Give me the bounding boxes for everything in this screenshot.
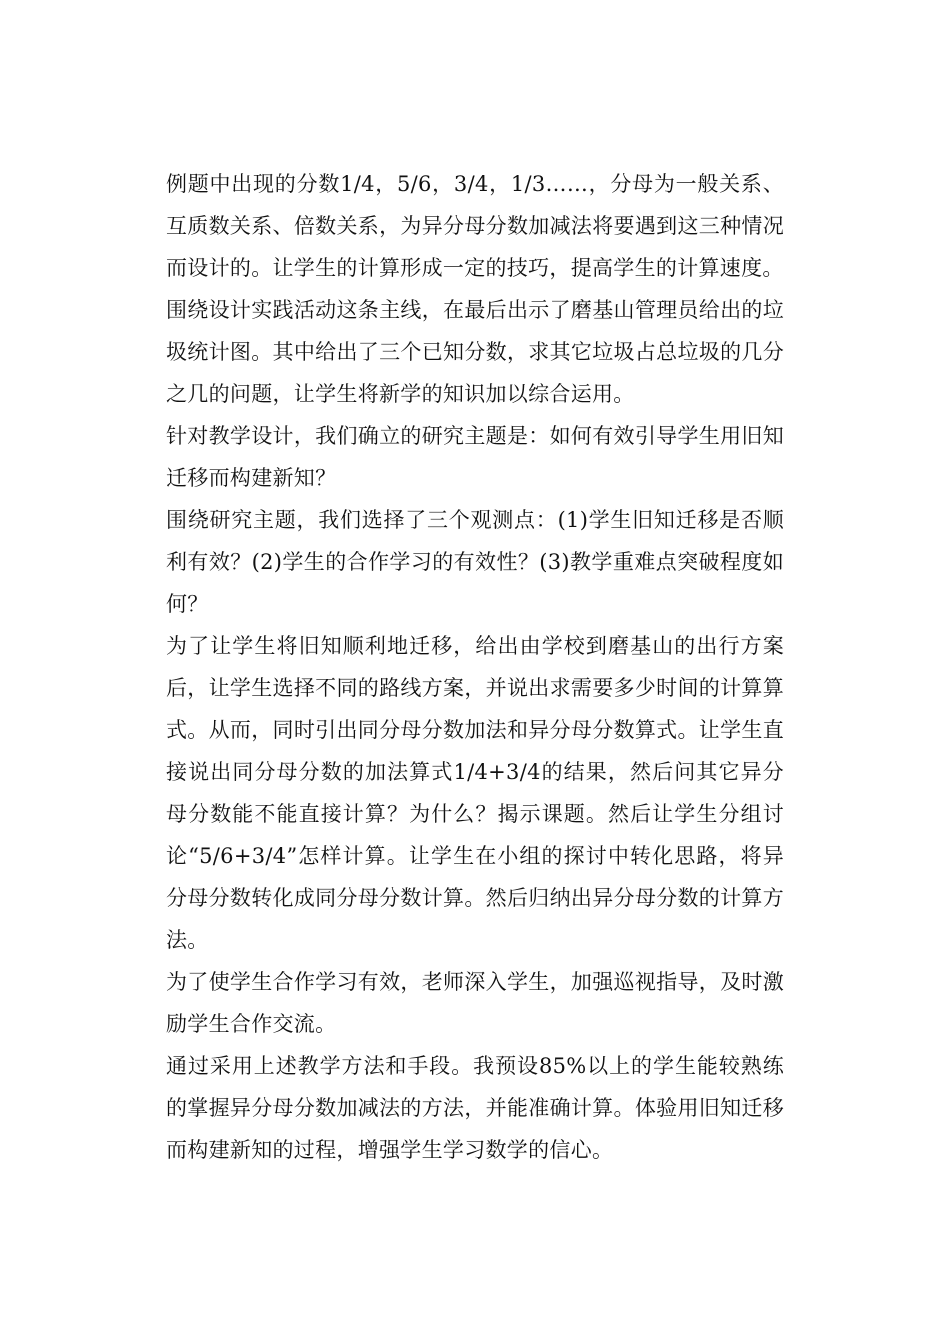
paragraph-example-fractions: 例题中出现的分数1/4，5/6，3/4，1/3……，分母为一般关系、互质数关系、倍数关系，为异分母分数加减法将要遇到这三种情况而设计的。让学生的计算形成一定的技巧，提高学生的计算速度。: [166, 172, 784, 280]
paragraph-expected-outcome: 通过采用上述教学方法和手段。我预设85%以上的学生能较熟练的掌握异分母分数加减法的方法，并能准确计算。体验用旧知迁移而构建新知的过程，增强学生学习数学的信心。: [166, 1054, 784, 1162]
paragraph-cooperative-learning: 为了使学生合作学习有效，老师深入学生，加强巡视指导，及时激励学生合作交流。: [166, 970, 784, 1036]
document-body: [166, 163, 784, 1171]
paragraph-knowledge-transfer: 为了让学生将旧知顺利地迁移，给出由学校到磨基山的出行方案后，让学生选择不同的路线方案，并说出求需要多少时间的计算算式。从而，同时引出同分母分数加法和异分母分数算式。让学生直接说出同分母分数的加法算式1/4+3/4的结果，然后问其它异分母分数能不能直接计算？为什么？揭示课题。然后让学生分组讨论“5/6+3/4”怎样计算。让学生在小组的探讨中转化思路，将异分母分数转化成同分母分数计算。然后归纳出异分母分数的计算方法。: [166, 634, 784, 952]
paragraph-practice-activity: 围绕设计实践活动这条主线，在最后出示了磨基山管理员给出的垃圾统计图。其中给出了三个已知分数，求其它垃圾占总垃圾的几分之几的问题，让学生将新学的知识加以综合运用。: [166, 298, 784, 406]
paragraph-research-theme: 针对教学设计，我们确立的研究主题是：如何有效引导学生用旧知迁移而构建新知？: [166, 424, 784, 490]
paragraph-observation-points: 围绕研究主题，我们选择了三个观测点：(1)学生旧知迁移是否顺利有效？(2)学生的合作学习的有效性？(3)教学重难点突破程度如何？: [166, 508, 784, 616]
